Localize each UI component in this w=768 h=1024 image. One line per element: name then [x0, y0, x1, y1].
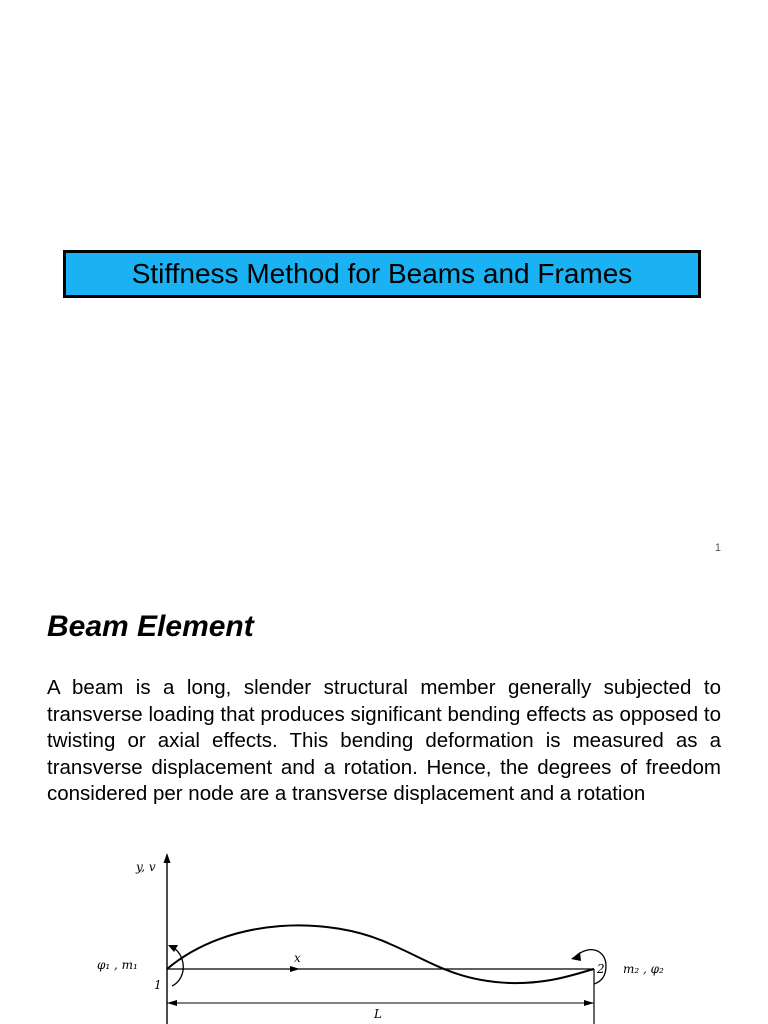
node1-moment-arrow	[172, 947, 183, 986]
slide-title: Stiffness Method for Beams and Frames	[63, 250, 701, 298]
y-axis-arrowhead	[164, 853, 171, 863]
deflected-beam-curve	[167, 925, 594, 983]
page-number: 1	[714, 542, 721, 554]
x-axis-label: x	[294, 951, 301, 965]
node2-label: 2	[597, 962, 605, 976]
body-paragraph: A beam is a long, slender structural member generally subjected to transverse loading that produces significant bending effects as opposed to twisting or axial effects. This bending deformation is measured as a transverse displacement and a rotation. Hence, the degrees of freedom considered per node are a transverse displacement and a rotation	[47, 676, 721, 805]
y-axis-label: y, v	[136, 860, 156, 874]
length-label: L	[374, 1007, 382, 1021]
beam-element-slide	[0, 576, 768, 1024]
node1-label: 1	[154, 978, 162, 992]
length-left-arrowhead	[167, 1000, 177, 1006]
node1-dof-label: φ₁ , m₁	[97, 958, 138, 972]
section-heading: Beam Element	[47, 610, 254, 643]
length-right-arrowhead	[584, 1000, 594, 1006]
node2-dof-label: m₂ , φ₂	[623, 962, 664, 976]
node2-moment-arrowhead	[571, 952, 581, 961]
beam-element-diagram	[0, 846, 768, 1024]
x-axis-arrowhead	[290, 966, 300, 972]
